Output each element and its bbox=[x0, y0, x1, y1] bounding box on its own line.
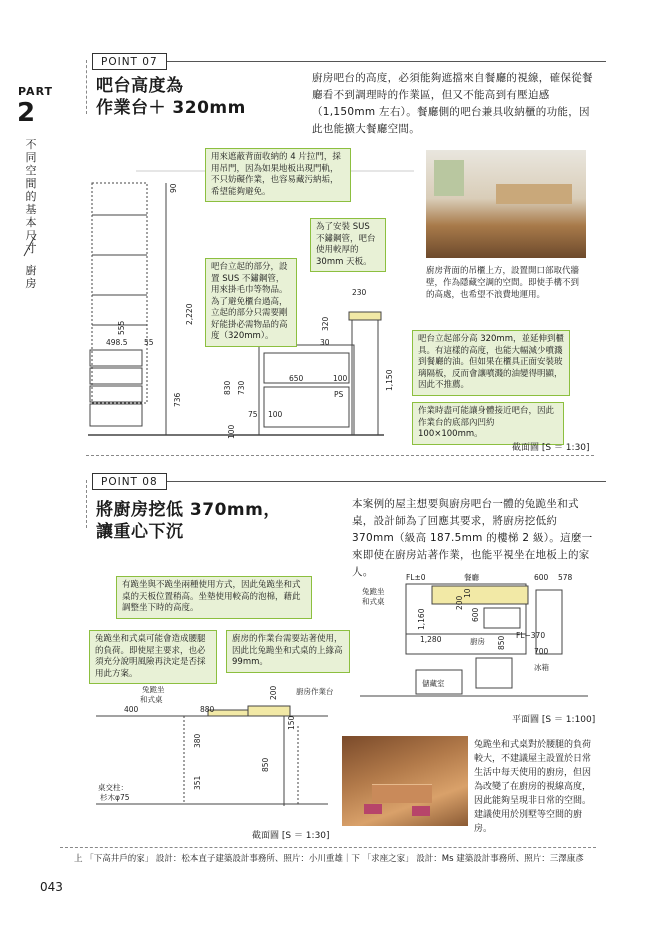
dim-555: 555 bbox=[117, 320, 126, 335]
point-rule-2 bbox=[166, 481, 606, 482]
point-07-photo-caption: 廚房背面的吊櫃上方，設置開口部取代牆壁，作為隱藏空調的空間。即使手構不到的高處，也希望不浪費地運用。 bbox=[426, 266, 580, 300]
footer-rule bbox=[60, 847, 596, 848]
dim-100c: 100 bbox=[227, 424, 236, 439]
plan-label-storage: 儲藏室 bbox=[422, 679, 445, 688]
plan-label-dining: 餐廳 bbox=[464, 573, 479, 582]
plan-label-fridge: 冰箱 bbox=[534, 663, 549, 672]
dim-100: 100 bbox=[333, 374, 348, 383]
sunken-table-photo bbox=[342, 736, 468, 826]
point-08-heading-line1: 將廚房挖低 370mm， bbox=[96, 500, 281, 520]
divider-slash bbox=[20, 232, 40, 258]
plan-dim-700: 700 bbox=[534, 647, 549, 656]
dim-75: 75 bbox=[248, 410, 258, 419]
point-08-heading-line2: 讓重心下沉 bbox=[96, 522, 184, 542]
window-shape bbox=[434, 160, 464, 196]
section-label-table-1: 兔跪坐 bbox=[142, 686, 165, 694]
table-shape bbox=[372, 784, 432, 803]
point-08-section-scale: 截面圖 [S ＝ 1:30] bbox=[252, 831, 330, 841]
cushion-shape bbox=[412, 806, 430, 816]
dim-100b: 100 bbox=[268, 410, 283, 419]
plan-dim-1280: 1,280 bbox=[420, 635, 442, 644]
sec-dim-400: 400 bbox=[124, 705, 139, 714]
part-number: 2 bbox=[17, 98, 36, 128]
section-label-table-2: 和式桌 bbox=[140, 695, 163, 704]
sec-dim-380: 380 bbox=[193, 733, 202, 748]
plan-label-table-2: 和式桌 bbox=[362, 597, 385, 606]
note-hanging-door: 用來遮蔽背面收納的 4 片拉門，採用吊門，因為如果地板出現門軌，不只妨礙作業，也容易藏污納垢，希望能夠避免。 bbox=[205, 148, 351, 202]
header-rule bbox=[86, 60, 87, 114]
chapter-title: 不同空間的基本尺寸 bbox=[25, 138, 37, 255]
photo-credits: 上 「下高井戶的家」 設計：松本直子建築設計事務所、照片：小川重雄｜下 「求座之家」 設計：Ms 建築設計事務所、照片：三澤康彥 bbox=[74, 854, 584, 864]
point-rule bbox=[166, 61, 606, 62]
kitchen-photo bbox=[426, 150, 586, 258]
dim-230: 230 bbox=[352, 288, 367, 297]
sec-dim-351: 351 bbox=[193, 775, 202, 790]
sunken-kitchen-section bbox=[88, 686, 338, 826]
plan-dim-578: 578 bbox=[558, 573, 573, 582]
dim-736: 736 bbox=[173, 392, 182, 407]
dim-2220: 2,220 bbox=[185, 303, 194, 325]
plan-label-table-1: 兔跪坐 bbox=[362, 587, 385, 596]
plan-dim-850: 850 bbox=[497, 635, 506, 650]
sec-dim-150: 150 bbox=[287, 715, 296, 730]
plan-dim-600: 600 bbox=[534, 573, 549, 582]
dim-830: 830 bbox=[223, 380, 232, 395]
note-bar-height: 吧台立起的部分，設置 SUS 不鏽鋼管，用來掛毛巾等物品。為了避免櫃台過高，立起的部分只需要剛好能掛必需物品的高度（320mm）。 bbox=[205, 258, 297, 347]
note-counter-99: 廚房的作業台需要站著使用，因此比兔跪坐和式桌的上緣高 99mm。 bbox=[226, 630, 350, 673]
note-table-height: 有跪坐與不跪坐兩種使用方式，因此兔跪坐和式桌的天板位置稍高。坐墊使用較高的泡棉，藉此調整坐下時的高度。 bbox=[116, 576, 312, 619]
plan-dim-200: 200 bbox=[455, 595, 464, 610]
note-recess: 作業時盡可能讓身體接近吧台，因此作業台的底部內凹約 100×100mm。 bbox=[412, 402, 564, 445]
dim-1150: 1,150 bbox=[385, 369, 394, 391]
dim-55: 55 bbox=[144, 338, 154, 347]
section-label-post-1: 桌交柱： bbox=[98, 783, 128, 792]
plan-label-kitchen: 廚房 bbox=[470, 637, 485, 646]
plan-label-fl370: FL−370 bbox=[516, 631, 546, 640]
part-label: PART bbox=[18, 85, 54, 98]
cushion-shape bbox=[364, 804, 382, 814]
point-08-tag: POINT 08 bbox=[92, 473, 167, 490]
section-label-post-2: 杉木φ75 bbox=[100, 793, 130, 802]
dim-498: 498.5 bbox=[106, 338, 128, 347]
dim-320: 320 bbox=[321, 316, 330, 331]
point-07-tag: POINT 07 bbox=[92, 53, 167, 70]
dim-30: 30 bbox=[320, 338, 330, 347]
note-splash: 吧台立起部分高 320mm，並延伸到櫃具。有這樣的高度，也能大幅減少噴濺到餐廳的油。但如果在櫃具正面安裝玻璃隔板，反而會讓噴濺的油變得明顯，因此不推薦。 bbox=[412, 330, 570, 396]
plan-dim-600b: 600 bbox=[471, 607, 480, 622]
sec-dim-880: 880 bbox=[200, 705, 215, 714]
dim-730: 730 bbox=[237, 380, 246, 395]
dim-650: 650 bbox=[289, 374, 304, 383]
section-label-counter: 廚房作業台 bbox=[296, 687, 334, 696]
kitchen-plan-drawing bbox=[358, 570, 590, 704]
sec-dim-200: 200 bbox=[269, 686, 278, 700]
point-08-plan-scale: 平面圖 [S ＝ 1:100] bbox=[512, 715, 596, 725]
counter-shape bbox=[496, 184, 572, 204]
note-thick-top: 為了安裝 SUS 不鏽鋼管，吧台使用較厚的 30mm 天板。 bbox=[310, 218, 386, 272]
page-number: 043 bbox=[40, 880, 63, 894]
point-07-scale: 截面圖 [S ＝ 1:30] bbox=[512, 443, 590, 453]
plan-label-fl0: FL±0 bbox=[406, 573, 426, 582]
sec-dim-850: 850 bbox=[261, 757, 270, 772]
point-07-heading-line1: 吧台高度為 bbox=[96, 76, 184, 96]
plan-dim-1160: 1,160 bbox=[417, 608, 426, 630]
plan-dim-10: 10 bbox=[463, 588, 472, 598]
point-07-heading-line2: 作業台＋ 320mm bbox=[96, 98, 246, 118]
point-08-body: 本案例的屋主想要與廚房吧台一體的兔跪坐和式桌，設計師為了回應其要求，將廚房挖低約 370mm（級高 187.5mm 的樓梯 2 級）。這麼一來即使在廚房站著作業，也能平視坐在地板上的家人。 bbox=[352, 498, 593, 578]
section-divider bbox=[86, 455, 594, 456]
subsection-title: 廚房 bbox=[25, 264, 37, 290]
point-07-body: 廚房吧台的高度，必須能夠遮擋來自餐廳的視線，確保從餐廳看不到調理時的作業區，但又不能高到有壓迫感（1,150mm 左右）。餐廳側的吧台兼具收納櫃的功能，因此也能擴大餐廳空間。 bbox=[312, 72, 593, 135]
header-rule-2 bbox=[86, 480, 87, 528]
dim-ps: PS bbox=[334, 390, 344, 399]
note-risk: 兔跪坐和式桌可能會造成腰腿的負荷。即使屋主要求，也必須充分說明風險再決定是否採用此方案。 bbox=[89, 630, 217, 684]
dim-90: 90 bbox=[169, 183, 178, 193]
point-08-photo-caption: 兔跪坐和式桌對於腰腿的負荷較大，不建議屋主設置於日常生活中每天使用的廚房，但因為改變了在廚房的視線高度，因此能夠呈現非日常的空間。建議使用於別墅等空間的廚房。 bbox=[474, 740, 592, 834]
